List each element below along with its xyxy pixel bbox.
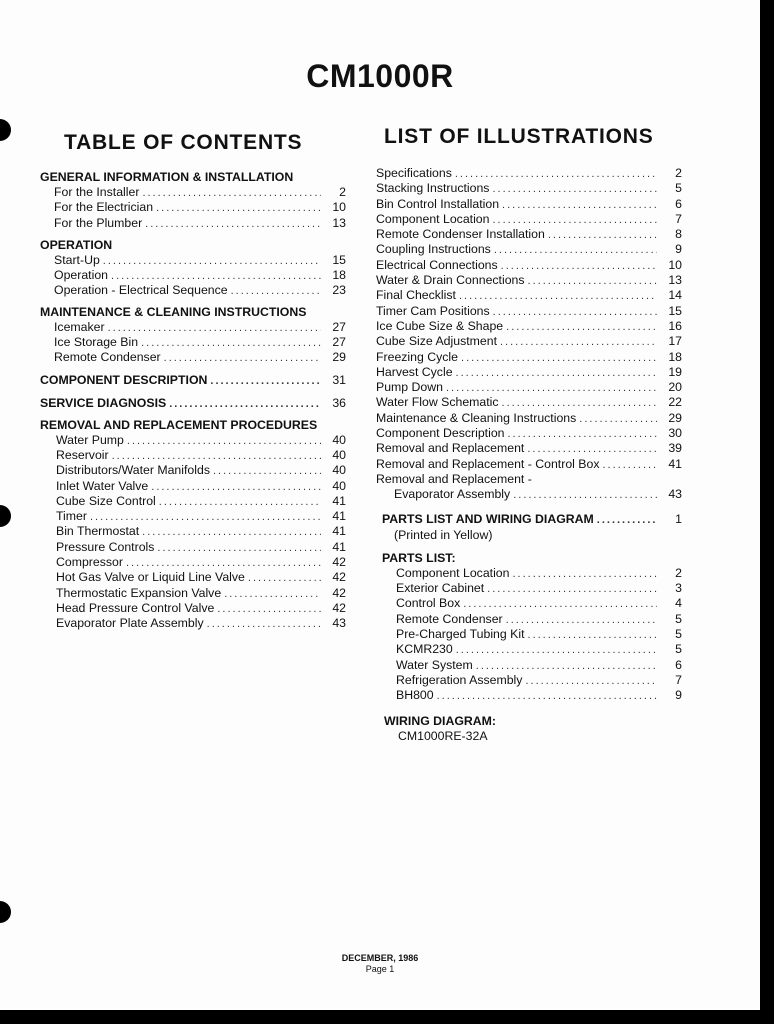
parts-list-entry-page: 4 bbox=[675, 596, 682, 611]
toc-entry-label: Head Pressure Control Valve bbox=[56, 600, 215, 615]
toc-entry bbox=[56, 479, 346, 494]
illustration-entry-label: Final Checklist bbox=[376, 288, 456, 303]
toc-entry bbox=[56, 463, 346, 478]
parts-wiring-entry bbox=[376, 512, 682, 528]
illustration-entry bbox=[376, 334, 682, 349]
illustration-entry-label: Removal and Replacement - Control Box bbox=[376, 456, 600, 471]
toc-entry bbox=[54, 268, 346, 283]
illustration-entry bbox=[376, 365, 682, 380]
leader-dots bbox=[603, 458, 658, 472]
illustration-entry-page: 22 bbox=[668, 395, 682, 410]
parts-list-entry bbox=[396, 566, 682, 581]
illustration-entry bbox=[376, 212, 682, 227]
parts-list-entry-label: Refrigeration Assembly bbox=[396, 672, 523, 687]
illustration-entry-label: Removal and Replacement - bbox=[376, 471, 532, 486]
illustration-entry-page: 9 bbox=[675, 242, 682, 257]
leader-dots bbox=[461, 351, 657, 365]
illustration-entry-label: Harvest Cycle bbox=[376, 364, 453, 379]
illustration-entry bbox=[376, 197, 682, 212]
leader-dots bbox=[217, 602, 321, 616]
toc-entry-page: 15 bbox=[332, 252, 346, 267]
toc-entry-page: 2 bbox=[339, 185, 346, 199]
leader-dots bbox=[142, 525, 321, 539]
leader-dots bbox=[248, 571, 321, 585]
parts-list-entry-label: Remote Condenser bbox=[396, 611, 503, 626]
toc-entry-label: Operation bbox=[54, 268, 109, 283]
leader-dots bbox=[455, 167, 657, 181]
toc-section-title: GENERAL INFORMATION & INSTALLATION bbox=[40, 170, 294, 184]
illustration-entry-page: 29 bbox=[668, 410, 682, 425]
leader-dots bbox=[527, 442, 657, 456]
illustration-entry-page: 19 bbox=[668, 364, 682, 379]
toc-entry-page: 41 bbox=[332, 493, 346, 508]
toc-column bbox=[40, 169, 346, 632]
illustration-entry-label: Pump Down bbox=[376, 380, 443, 395]
parts-list-entry-page: 5 bbox=[675, 627, 682, 642]
toc-entry-page: 41 bbox=[332, 539, 346, 554]
illustration-entry-page: 20 bbox=[668, 380, 682, 395]
toc-entry-label: Pressure Controls bbox=[56, 539, 155, 554]
toc-general-list bbox=[40, 185, 346, 231]
toc-entry-label: Bin Thermostat bbox=[56, 524, 140, 539]
toc-entry bbox=[54, 335, 346, 350]
illustration-entry-label: Ice Cube Size & Shape bbox=[376, 318, 504, 333]
toc-entry-page: 18 bbox=[332, 268, 346, 283]
parts-list-entry-label: Water System bbox=[396, 657, 473, 672]
illustration-entry bbox=[376, 395, 682, 410]
illustrations-column bbox=[376, 166, 682, 744]
parts-list-entry-label: KCMR230 bbox=[396, 642, 453, 657]
leader-dots bbox=[126, 556, 321, 570]
illustration-entry-page: 39 bbox=[668, 441, 682, 456]
illustration-entry-page: 17 bbox=[668, 334, 682, 349]
parts-list-entry-page: 9 bbox=[675, 688, 682, 703]
illustration-entry bbox=[376, 441, 682, 456]
leader-dots bbox=[487, 582, 657, 596]
toc-entry bbox=[56, 601, 346, 616]
toc-entry-label: Hot Gas Valve or Liquid Line Valve bbox=[56, 570, 245, 585]
illustration-entry-label: Freezing Cycle bbox=[376, 349, 459, 364]
footer-page-number: Page 1 bbox=[365, 964, 395, 974]
illustration-entry-page: 6 bbox=[675, 196, 682, 211]
parts-list-entry-page: 3 bbox=[675, 581, 682, 596]
toc-entry-page: 27 bbox=[332, 319, 346, 334]
illustration-entry-page: 7 bbox=[675, 211, 682, 226]
illustrations-heading: LIST OF ILLUSTRATIONS bbox=[384, 125, 654, 148]
toc-entry-label: For the Plumber bbox=[54, 215, 143, 230]
illustration-entry-label: Component Location bbox=[376, 211, 490, 226]
toc-entry bbox=[40, 373, 346, 389]
leader-dots bbox=[169, 397, 321, 412]
toc-entry-label: Operation - Electrical Sequence bbox=[54, 283, 228, 298]
toc-entry-label: Inlet Water Valve bbox=[56, 478, 149, 493]
illustration-entry-label: Electrical Connections bbox=[376, 257, 498, 272]
leader-dots bbox=[108, 321, 321, 335]
toc-entry-page: 41 bbox=[332, 509, 346, 524]
toc-entry-page: 43 bbox=[332, 616, 346, 631]
illustration-entry bbox=[376, 426, 682, 441]
leader-dots bbox=[145, 217, 321, 231]
toc-removal-list bbox=[40, 433, 346, 632]
parts-list-entry-label: Control Box bbox=[396, 596, 461, 611]
leader-dots bbox=[501, 259, 657, 273]
parts-list bbox=[376, 566, 682, 704]
leader-dots bbox=[446, 381, 657, 395]
leader-dots bbox=[231, 284, 321, 298]
leader-dots bbox=[112, 449, 321, 463]
wiring-diagram-value: CM1000RE-32A bbox=[398, 728, 488, 743]
illustration-entry-label: Bin Control Installation bbox=[376, 196, 500, 211]
leader-dots bbox=[103, 254, 321, 268]
leader-dots bbox=[494, 243, 657, 257]
toc-entry bbox=[54, 283, 346, 298]
leader-dots bbox=[500, 335, 657, 349]
leader-dots bbox=[159, 495, 321, 509]
parts-list-entry-label: Component Location bbox=[396, 565, 510, 580]
leader-dots bbox=[525, 674, 657, 688]
parts-list-entry bbox=[396, 612, 682, 627]
toc-entry-label: Icemaker bbox=[54, 319, 105, 334]
leader-dots bbox=[213, 464, 321, 478]
illustration-entry-label: Water & Drain Connections bbox=[376, 273, 525, 288]
illustration-entry-page: 18 bbox=[668, 349, 682, 364]
toc-entry-page: 13 bbox=[332, 215, 346, 230]
leader-dots bbox=[528, 628, 657, 642]
toc-entry-label: For the Installer bbox=[54, 185, 140, 199]
leader-dots bbox=[157, 541, 321, 555]
illustration-entry-label: Removal and Replacement bbox=[376, 441, 525, 456]
toc-entry bbox=[54, 185, 346, 200]
punch-hole bbox=[0, 119, 11, 141]
parts-list-entry bbox=[396, 627, 682, 642]
illustration-entry bbox=[376, 288, 682, 303]
toc-operation-list bbox=[40, 253, 346, 299]
illustration-entry-label: Cube Size Adjustment bbox=[376, 334, 497, 349]
toc-entry-page: 10 bbox=[332, 200, 346, 215]
illustration-entry-label: Stacking Instructions bbox=[376, 181, 490, 196]
toc-heading: TABLE OF CONTENTS bbox=[64, 131, 303, 154]
punch-hole bbox=[0, 505, 11, 527]
leader-dots bbox=[459, 289, 657, 303]
illustration-entry-page: 15 bbox=[668, 303, 682, 318]
toc-entry-label: Cube Size Control bbox=[56, 493, 156, 508]
illustrations-list bbox=[376, 166, 682, 472]
parts-list-entry-page: 5 bbox=[675, 611, 682, 626]
leader-dots bbox=[597, 513, 657, 528]
toc-entry-page: 42 bbox=[332, 555, 346, 570]
toc-entry-label: Thermostatic Expansion Valve bbox=[56, 585, 222, 600]
toc-entry-label: COMPONENT DESCRIPTION bbox=[40, 372, 208, 387]
toc-entry-page: 23 bbox=[332, 283, 346, 298]
parts-list-entry bbox=[396, 658, 682, 673]
leader-dots bbox=[492, 213, 657, 227]
leader-dots bbox=[502, 396, 657, 410]
leader-dots bbox=[210, 374, 321, 389]
illustration-entry bbox=[376, 319, 682, 334]
parts-list-title: PARTS LIST: bbox=[382, 550, 456, 565]
toc-entry-label: Reservoir bbox=[56, 447, 109, 462]
parts-list-entry-page: 6 bbox=[675, 657, 682, 672]
toc-entry-page: 41 bbox=[332, 524, 346, 539]
illustration-entry bbox=[376, 487, 682, 502]
illustration-entry-page: 5 bbox=[675, 181, 682, 196]
parts-list-entry-label: BH800 bbox=[396, 688, 434, 703]
toc-entry bbox=[56, 570, 346, 585]
toc-entry-page: 42 bbox=[332, 585, 346, 600]
toc-entry-page: 40 bbox=[332, 447, 346, 462]
toc-maintenance-list bbox=[40, 320, 346, 366]
toc-entry-label: Remote Condenser bbox=[54, 350, 161, 365]
leader-dots bbox=[508, 427, 658, 441]
illustration-entry-page: 10 bbox=[668, 257, 682, 272]
leader-dots bbox=[151, 480, 321, 494]
document-title: CM1000R bbox=[306, 58, 454, 94]
parts-list-entry bbox=[396, 688, 682, 703]
toc-entry bbox=[54, 350, 346, 365]
toc-entry-page: 40 bbox=[332, 432, 346, 447]
toc-entry bbox=[56, 448, 346, 463]
footer-date: DECEMBER, 1986 bbox=[341, 953, 419, 963]
illustration-entry bbox=[376, 273, 682, 288]
leader-dots bbox=[502, 198, 657, 212]
toc-entry-page: 29 bbox=[332, 350, 346, 365]
illustration-entry-label: Component Description bbox=[376, 426, 505, 441]
illustration-entry bbox=[376, 380, 682, 395]
toc-entry bbox=[40, 396, 346, 412]
toc-entry bbox=[56, 555, 346, 570]
illustration-entry-label: Coupling Instructions bbox=[376, 242, 491, 257]
toc-entry-page: 36 bbox=[332, 395, 346, 410]
leader-dots bbox=[548, 228, 657, 242]
illustration-entry-page: 13 bbox=[668, 273, 682, 288]
illustration-entry-label: Remote Condenser Installation bbox=[376, 227, 545, 242]
wiring-diagram-title: WIRING DIAGRAM: bbox=[384, 713, 497, 728]
toc-entry-label: Start-Up bbox=[54, 252, 100, 267]
toc-entry bbox=[56, 540, 346, 555]
toc-entry bbox=[56, 494, 346, 509]
illustration-entry-label: Timer Cam Positions bbox=[376, 303, 490, 318]
toc-entry bbox=[56, 509, 346, 524]
toc-entry-label: Timer bbox=[56, 509, 87, 524]
page-footer bbox=[0, 953, 760, 975]
leader-dots bbox=[142, 186, 321, 200]
parts-list-entry-label: Exterior Cabinet bbox=[396, 581, 485, 596]
leader-dots bbox=[111, 269, 321, 283]
illustration-entry bbox=[376, 166, 682, 181]
illustration-entry-page: 8 bbox=[675, 227, 682, 242]
parts-list-entry-label: Pre-Charged Tubing Kit bbox=[396, 627, 525, 642]
leader-dots bbox=[437, 689, 657, 703]
illustration-entry bbox=[376, 304, 682, 319]
leader-dots bbox=[456, 643, 657, 657]
toc-entry bbox=[54, 320, 346, 335]
toc-section-title: OPERATION bbox=[40, 237, 113, 252]
leader-dots bbox=[506, 320, 657, 334]
toc-entry-label: Ice Storage Bin bbox=[54, 335, 139, 350]
illustration-entry bbox=[376, 258, 682, 273]
toc-entry-page: 40 bbox=[332, 463, 346, 478]
parts-wiring-label: PARTS LIST AND WIRING DIAGRAM bbox=[382, 511, 594, 526]
toc-section-title: REMOVAL AND REPLACEMENT PROCEDURES bbox=[40, 417, 318, 432]
leader-dots bbox=[207, 617, 321, 631]
parts-list-entry bbox=[396, 673, 682, 688]
punch-hole bbox=[0, 901, 11, 923]
toc-entry-page: 42 bbox=[332, 570, 346, 585]
leader-dots bbox=[512, 567, 657, 581]
illustration-entry bbox=[376, 350, 682, 365]
leader-dots bbox=[528, 274, 657, 288]
illustration-entry bbox=[376, 411, 682, 426]
leader-dots bbox=[164, 351, 321, 365]
toc-entry-page: 27 bbox=[332, 335, 346, 350]
leader-dots bbox=[456, 366, 657, 380]
leader-dots bbox=[506, 613, 657, 627]
illustration-entry bbox=[376, 227, 682, 242]
illustration-entry-page: 16 bbox=[668, 318, 682, 333]
toc-entry-page: 40 bbox=[332, 478, 346, 493]
parts-list-entry-page: 5 bbox=[675, 642, 682, 657]
parts-wiring-page: 1 bbox=[675, 511, 682, 526]
toc-entry-page: 31 bbox=[332, 372, 346, 387]
toc-entry-label: Evaporator Plate Assembly bbox=[56, 616, 204, 631]
toc-entry bbox=[56, 524, 346, 539]
illustration-entry bbox=[376, 181, 682, 196]
illustration-entry-page: 43 bbox=[668, 487, 682, 502]
toc-entry-label: Compressor bbox=[56, 555, 123, 570]
illustration-entry bbox=[376, 242, 682, 257]
leader-dots bbox=[90, 510, 321, 524]
toc-entry bbox=[56, 616, 346, 631]
toc-entry-label: SERVICE DIAGNOSIS bbox=[40, 395, 167, 410]
leader-dots bbox=[513, 488, 657, 502]
toc-entry bbox=[54, 200, 346, 215]
leader-dots bbox=[492, 182, 657, 196]
parts-list-entry-page: 7 bbox=[675, 672, 682, 687]
leader-dots bbox=[127, 434, 321, 448]
toc-entry-label: Distributors/Water Manifolds bbox=[56, 463, 210, 478]
illustration-entry-label: Evaporator Assembly bbox=[394, 487, 511, 502]
toc-entry bbox=[56, 586, 346, 601]
illustration-entry-label: Maintenance & Cleaning Instructions bbox=[376, 410, 577, 425]
leader-dots bbox=[476, 659, 657, 673]
illustration-entry-page: 14 bbox=[668, 288, 682, 303]
illustration-entry-page: 41 bbox=[668, 456, 682, 471]
leader-dots bbox=[224, 587, 321, 601]
toc-entry bbox=[54, 253, 346, 268]
illustration-entry-label: Water Flow Schematic bbox=[376, 395, 499, 410]
parts-list-entry bbox=[396, 596, 682, 611]
toc-entry-label: For the Electrician bbox=[54, 200, 154, 215]
illustration-entry bbox=[376, 457, 682, 472]
leader-dots bbox=[463, 597, 657, 611]
illustration-entry-label: Specifications bbox=[376, 166, 452, 180]
leader-dots bbox=[493, 305, 657, 319]
leader-dots bbox=[156, 201, 321, 215]
parts-list-entry-page: 2 bbox=[675, 565, 682, 580]
toc-entry-page: 42 bbox=[332, 600, 346, 615]
parts-list-entry bbox=[396, 581, 682, 596]
toc-entry bbox=[54, 216, 346, 231]
leader-dots bbox=[579, 412, 657, 426]
illustration-entry-page: 30 bbox=[668, 426, 682, 441]
leader-dots bbox=[141, 336, 321, 350]
toc-section-title: MAINTENANCE & CLEANING INSTRUCTIONS bbox=[40, 304, 307, 319]
toc-entry-label: Water Pump bbox=[56, 432, 124, 447]
illustration-entry-page: 2 bbox=[675, 166, 682, 180]
parts-wiring-note: (Printed in Yellow) bbox=[394, 527, 493, 542]
toc-entry bbox=[56, 433, 346, 448]
parts-list-entry bbox=[396, 642, 682, 657]
